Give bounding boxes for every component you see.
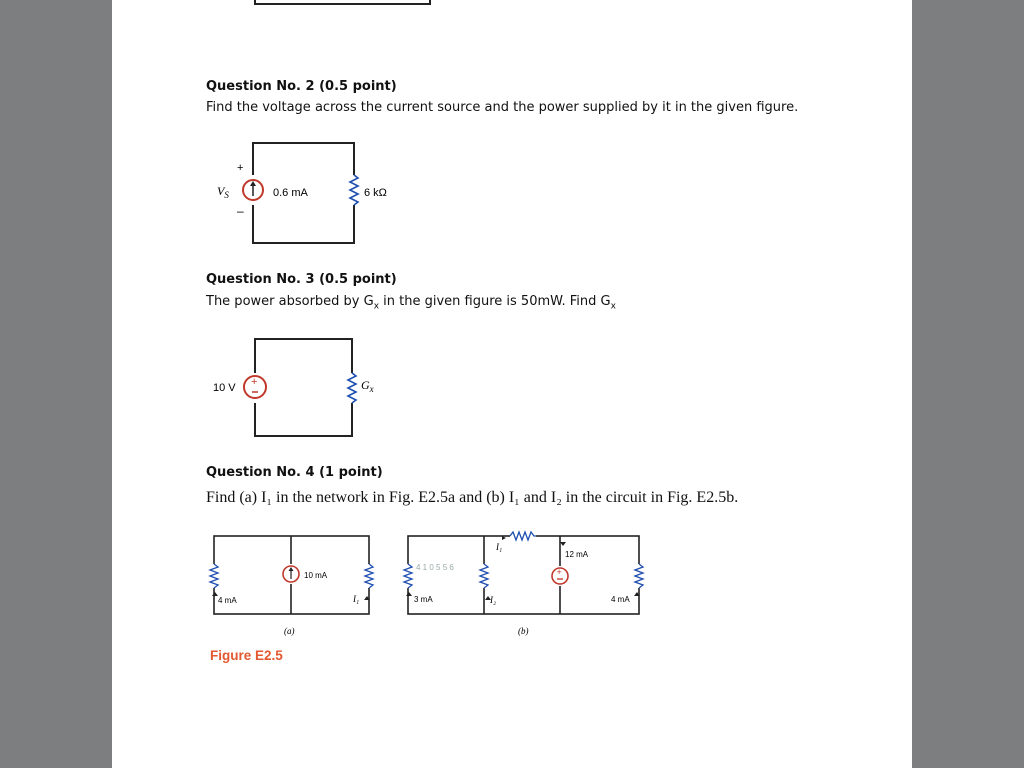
q3-title: Question No. 3 (0.5 point) xyxy=(206,272,397,287)
q2-minus: – xyxy=(237,204,244,218)
q3-text: The power absorbed by $G_x$ in the given figure is 50mW. Find $G_x$ xyxy=(206,294,616,312)
fig-b-top-source-label: 12 mA xyxy=(565,550,589,559)
figure-label: Figure E2.5 xyxy=(210,648,283,663)
q2-plus: + xyxy=(237,162,244,174)
q3-circuit xyxy=(207,333,427,443)
q2-title: Question No. 2 (0.5 point) xyxy=(206,79,397,94)
svg-text:4 1 0 5 5 6: 4 1 0 5 5 6 xyxy=(416,563,454,572)
q2-source-label: 0.6 mA xyxy=(273,187,308,199)
fig-a-i1-label: I₁ xyxy=(353,594,360,604)
q2-resistor-label: 6 kΩ xyxy=(364,187,387,199)
document-page xyxy=(112,0,912,768)
fig-b-right-source-label: 4 mA xyxy=(611,595,630,604)
q2-vs-label: $V_S$ xyxy=(217,184,229,200)
q4-title: Question No. 4 (1 point) xyxy=(206,465,383,480)
fig-e25b xyxy=(404,530,654,640)
q2-circuit xyxy=(207,135,427,250)
svg-text:+: + xyxy=(251,376,258,388)
fig-e25a xyxy=(210,530,380,640)
fig-b-i1-label: I₁ xyxy=(496,542,503,552)
fig-a-caption: (a) xyxy=(284,626,295,636)
fig-b-left-source-label: 3 mA xyxy=(414,595,433,604)
previous-figure-fragment xyxy=(112,0,912,10)
fig-b-i2-label: I₂ xyxy=(490,595,497,605)
fig-b-caption: (b) xyxy=(518,626,529,636)
q4-text: Find (a) I₁ in the network in Fig. E2.5a and (b) I₁ and I₂ in the circuit in Fig. E2.5b. xyxy=(206,489,739,506)
q3-source-label: 10 V xyxy=(213,382,236,394)
fig-a-center-source-label: 10 mA xyxy=(304,571,328,580)
q2-text: Find the voltage across the current source and the power supplied by it in the given figure. xyxy=(206,100,799,115)
svg-text:+: + xyxy=(556,567,562,577)
q3-load-label: $G_x$ xyxy=(361,378,374,394)
fig-a-left-source-label: 4 mA xyxy=(218,596,237,605)
